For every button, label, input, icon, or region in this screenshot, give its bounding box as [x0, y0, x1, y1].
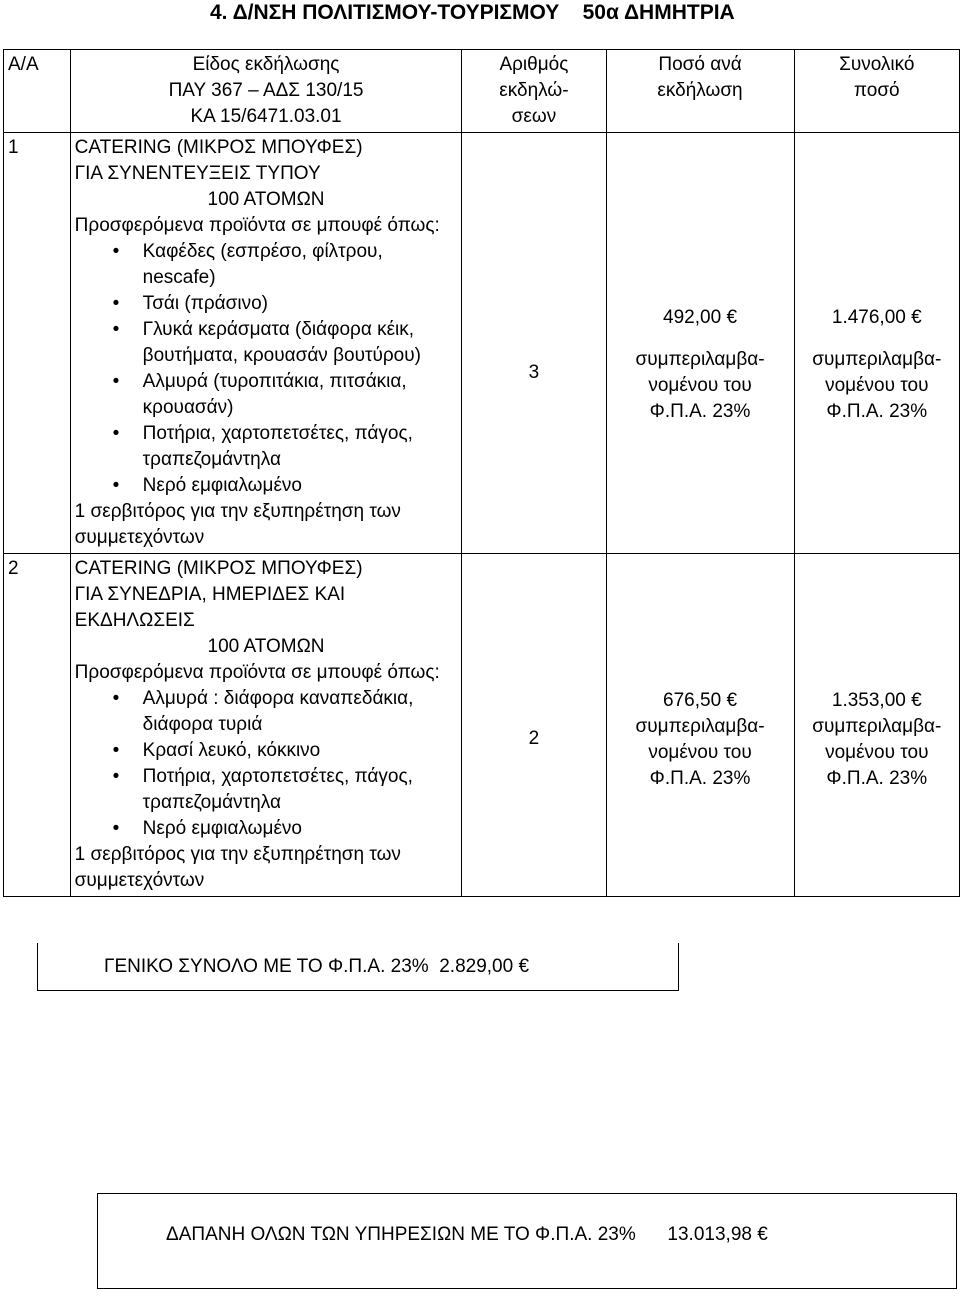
list-item: • Νερό εμφιαλωμένο — [75, 473, 458, 499]
list-item: • Αλμυρά (τυροπιτάκια, πιτσάκια, κρουασάν) — [75, 369, 458, 421]
header-count-line: εκδηλώ- — [499, 80, 569, 101]
row-heading: ΓΙΑ ΣΥΝΕΝΤΕΥΞΕΙΣ ΤΥΠΟΥ — [74, 163, 321, 184]
header-count-line: σεων — [511, 106, 557, 127]
header-amount-line: Ποσό ανά — [658, 54, 742, 75]
row-footer: 1 σερβιτόρος για την εξυπηρέτηση των συμμετεχόντων — [74, 844, 401, 891]
row-footer: 1 σερβιτόρος για την εξυπηρέτηση των συμμετεχόντων — [74, 501, 401, 548]
row-count-value: 2 — [528, 728, 540, 749]
header-desc-line: Είδος εκδήλωσης — [192, 54, 340, 75]
item-list — [75, 686, 458, 842]
row-vat-line: συμπεριλαμβα- — [635, 716, 765, 737]
row-amount — [606, 133, 794, 554]
header-desc-line: ΠΑΥ 367 – ΑΔΣ 130/15 — [168, 80, 364, 101]
row-total-value: 1.476,00 € — [831, 307, 922, 328]
row-heading: CATERING (ΜΙΚΡΟΣ ΜΠΟΥΦΕΣ) — [74, 558, 363, 579]
subtotal-value: 2.829,00 € — [439, 956, 530, 977]
list-item: • Αλμυρά : διάφορα καναπεδάκια, διάφορα τυριά — [75, 686, 458, 738]
row-vat-line: συμπεριλαμβα- — [812, 349, 942, 370]
row-number: 1 — [4, 133, 71, 554]
subtotal-label: ΓΕΝΙΚΟ ΣΥΝΟΛΟ ΜΕ ΤΟ Φ.Π.Α. 23% — [104, 956, 429, 977]
list-item: • Κρασί λευκό, κόκκινο — [75, 738, 458, 764]
header-amount-line: εκδήλωση — [657, 80, 743, 101]
row-vat-line: Φ.Π.Α. 23% — [826, 768, 928, 789]
row-people: 100 ΑΤΟΜΩΝ — [207, 189, 325, 210]
header-aa: Α/Α — [4, 50, 71, 133]
subtotal-row — [104, 954, 529, 980]
header-count-line: Αριθμός — [499, 54, 569, 75]
list-item: • Ποτήρια, χαρτοπετσέτες, πάγος, τραπεζομάντηλα — [75, 421, 458, 473]
row-vat-line: συμπεριλαμβα- — [635, 349, 765, 370]
grand-total-value: 13.013,98 € — [667, 1224, 768, 1245]
page-title: 4. Δ/ΝΣΗ ΠΟΛΙΤΙΣΜΟΥ-ΤΟΥΡΙΣΜΟΥ 50α ΔΗΜΗΤΡΙΑ — [210, 1, 735, 24]
row-number: 2 — [4, 554, 71, 897]
row-count — [462, 133, 606, 554]
list-item: • Γλυκά κεράσματα (διάφορα κέικ, βουτήματα, κρουασάν βουτύρου) — [75, 317, 458, 369]
row-heading: ΓΙΑ ΣΥΝΕΔΡΙΑ, ΗΜΕΡΙΔΕΣ ΚΑΙ ΕΚΔΗΛΩΣΕΙΣ — [74, 584, 346, 631]
row-people: 100 ΑΤΟΜΩΝ — [207, 636, 325, 657]
budget-table — [3, 49, 960, 897]
header-description — [70, 50, 462, 133]
row-heading: CATERING (ΜΙΚΡΟΣ ΜΠΟΥΦΕΣ) — [74, 137, 363, 158]
row-description — [70, 554, 462, 897]
row-vat-line: νομένου του — [825, 375, 929, 396]
header-total-line: ποσό — [853, 80, 900, 101]
row-vat-line: νομένου του — [648, 375, 752, 396]
row-intro: Προσφερόμενα προϊόντα σε μπουφέ όπως: — [74, 215, 440, 236]
row-amount — [606, 554, 794, 897]
row-vat-line: Φ.Π.Α. 23% — [649, 768, 751, 789]
row-description — [70, 133, 462, 554]
row-amount-value: 676,50 € — [663, 690, 738, 711]
row-vat-line: νομένου του — [825, 742, 929, 763]
row-vat-line: Φ.Π.Α. 23% — [826, 401, 928, 422]
table-row — [4, 133, 960, 554]
item-list — [75, 239, 458, 499]
row-amount-value: 492,00 € — [663, 307, 738, 328]
list-item: • Ποτήρια, χαρτοπετσέτες, πάγος, τραπεζομάντηλα — [75, 764, 458, 816]
header-count — [462, 50, 606, 133]
row-intro: Προσφερόμενα προϊόντα σε μπουφέ όπως: — [74, 662, 440, 683]
list-item: • Νερό εμφιαλωμένο — [75, 816, 458, 842]
row-total — [794, 133, 959, 554]
table-row — [4, 554, 960, 897]
row-vat-line: νομένου του — [648, 742, 752, 763]
grand-total-row — [166, 1222, 768, 1248]
row-total-value: 1.353,00 € — [831, 690, 922, 711]
grand-total-label: ΔΑΠΑΝΗ ΟΛΩΝ ΤΩΝ ΥΠΗΡΕΣΙΩΝ ΜΕ ΤΟ Φ.Π.Α. 23% — [166, 1224, 636, 1245]
list-item: • Τσάι (πράσινο) — [75, 291, 458, 317]
row-count — [462, 554, 606, 897]
row-count-value: 3 — [528, 362, 540, 383]
list-item: • Καφέδες (εσπρέσο, φίλτρου, nescafe) — [75, 239, 458, 291]
header-desc-line: ΚΑ 15/6471.03.01 — [190, 106, 342, 127]
row-vat-line: Φ.Π.Α. 23% — [649, 401, 751, 422]
header-amount — [606, 50, 794, 133]
row-vat-line: συμπεριλαμβα- — [812, 716, 942, 737]
table-header-row — [4, 50, 960, 133]
row-total — [794, 554, 959, 897]
header-total — [794, 50, 959, 133]
header-total-line: Συνολικό — [839, 54, 915, 75]
